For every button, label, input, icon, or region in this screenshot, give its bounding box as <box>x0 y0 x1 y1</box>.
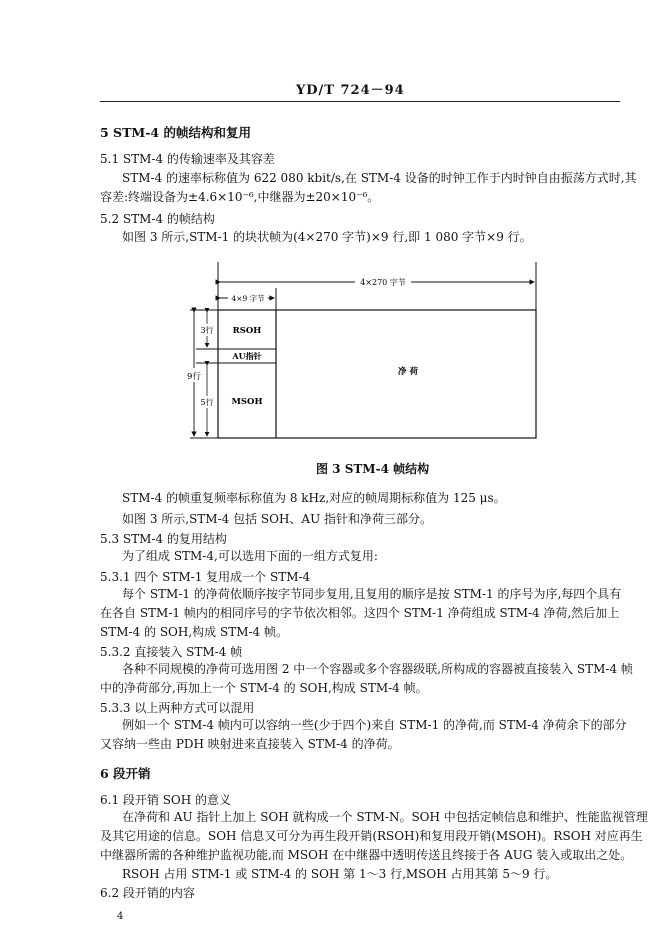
five-rows-label: 5行 <box>200 398 214 407</box>
section-5-2-title: 5.2 STM-4 的帧结构 <box>100 212 215 226</box>
nine-rows-label: 9行 <box>187 372 201 382</box>
paragraph-line: 中继器所需的各种维护监视功能,而 MSOH 在中继器中透明传送且终接于各 AUG 装入或取出之处。 <box>100 848 633 862</box>
msoh-label: MSOH <box>231 397 263 407</box>
paragraph-line: 每个 STM-1 的净荷依顺序按字节同步复用,且复用的顺序是按 STM-1 的序号为序,每四个具有 <box>122 587 622 601</box>
section-5-1-title: 5.1 STM-4 的传输速率及其容差 <box>100 152 275 166</box>
header-rule <box>100 101 620 102</box>
paragraph-line: RSOH 占用 STM-1 或 STM-4 的 SOH 第 1～3 行,MSOH 占用其第 5～9 行。 <box>122 867 558 881</box>
section-6-2-title: 6.2 段开销的内容 <box>100 886 195 900</box>
stm4-frame-diagram <box>150 258 550 446</box>
three-rows-label: 3行 <box>200 326 214 335</box>
soh-width-label: 4×9 字节 <box>231 294 265 303</box>
payload-label: 净 荷 <box>398 367 418 377</box>
paragraph-line: 如图 3 所示,STM-4 包括 SOH、AU 指针和净荷三部分。 <box>122 512 433 526</box>
paragraph-line: STM-4 的 SOH,构成 STM-4 帧。 <box>100 625 288 639</box>
paragraph-line: 容差:终端设备为±4.6×10⁻⁶,中继器为±20×10⁻⁶。 <box>100 190 380 204</box>
paragraph-line: 为了组成 STM-4,可以选用下面的一组方式复用: <box>122 549 378 563</box>
page-number: 4 <box>117 911 124 922</box>
frame-outline <box>218 310 536 438</box>
paragraph-line: 例如一个 STM-4 帧内可以容纳一些(少于四个)来自 STM-1 的净荷,而 STM-4 净荷余下的部分 <box>122 718 627 732</box>
document-code: YD/T 724－94 <box>296 83 405 98</box>
au-pointer-label: AU指针 <box>232 351 262 361</box>
rsoh-label: RSOH <box>232 326 262 336</box>
paragraph-line: STM-4 的帧重复频率标称值为 8 kHz,对应的帧周期标称值为 125 μs。 <box>122 491 506 505</box>
paragraph-line: 中的净荷部分,再加上一个 STM-4 的 SOH,构成 STM-4 帧。 <box>100 681 428 695</box>
section-5-title: 5 STM-4 的帧结构和复用 <box>100 125 251 140</box>
paragraph-line: 及其它用途的信息。SOH 信息又可分为再生段开销(RSOH)和复用段开销(MSOH)。RSOH 对应再生 <box>100 829 643 843</box>
paragraph-line: STM-4 的速率标称值为 622 080 kbit/s,在 STM-4 设备的时钟工作于内时钟自由振荡方式时,其 <box>122 171 637 185</box>
section-6-1-title: 6.1 段开销 SOH 的意义 <box>100 793 232 807</box>
section-6-title: 6 段开销 <box>100 766 151 781</box>
paragraph-line: 又容纳一些由 PDH 映射进来直接装入 STM-4 的净荷。 <box>100 737 400 751</box>
section-5-3-1-title: 5.3.1 四个 STM-1 复用成一个 STM-4 <box>100 570 311 584</box>
section-5-3-2-title: 5.3.2 直接装入 STM-4 帧 <box>100 645 243 659</box>
section-5-3-3-title: 5.3.3 以上两种方式可以混用 <box>100 701 255 715</box>
section-5-3-title: 5.3 STM-4 的复用结构 <box>100 532 227 546</box>
paragraph-line: 如图 3 所示,STM-1 的块状帧为(4×270 字节)×9 行,即 1 080 字节×9 行。 <box>122 230 532 244</box>
paragraph-line: 各种不同规模的净荷可选用图 2 中一个容器或多个容器级联,所构成的容器被直接装入 STM-4 帧 <box>122 662 633 676</box>
paragraph-line: 在净荷和 AU 指针上加上 SOH 就构成一个 STM-N。SOH 中包括定帧信息和维护、性能监视管理 <box>122 810 648 824</box>
paragraph-line: 在各自 STM-1 帧内的相同序号的字节依次相邻。这四个 STM-1 净荷组成 STM-4 净荷,然后加上 <box>100 606 620 620</box>
figure-caption: 图 3 STM-4 帧结构 <box>316 462 430 476</box>
total-width-label: 4×270 字节 <box>360 278 406 287</box>
